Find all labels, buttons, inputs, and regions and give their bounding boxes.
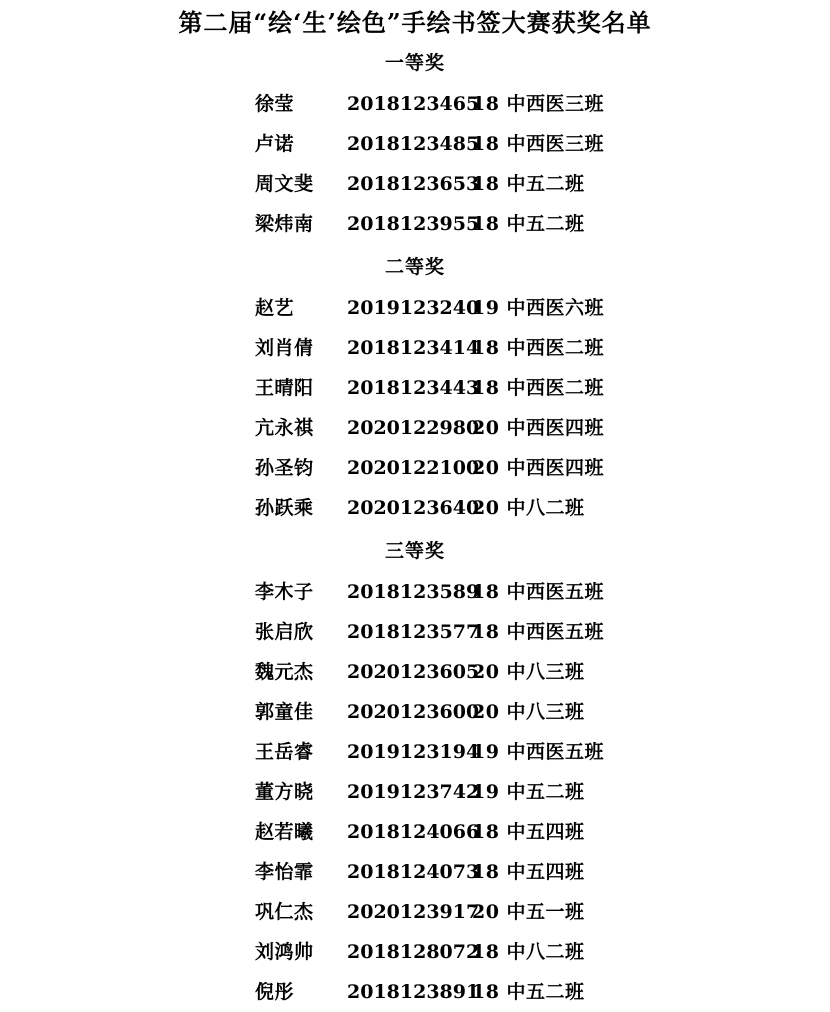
student-id: 2018128072 xyxy=(347,941,480,963)
winner-name: 郭童佳 xyxy=(255,701,314,723)
student-id: 2019123194 xyxy=(347,741,480,763)
class-name: 18 中五二班 xyxy=(472,981,585,1003)
table-row xyxy=(0,892,830,932)
winner-name: 魏元杰 xyxy=(255,661,314,683)
winner-name: 赵艺 xyxy=(255,297,295,319)
table-row xyxy=(0,732,830,772)
class-name: 20 中西医四班 xyxy=(472,417,605,439)
class-name: 19 中五二班 xyxy=(472,781,585,803)
table-row xyxy=(0,652,830,692)
table-row xyxy=(0,84,830,124)
class-name: 18 中西医二班 xyxy=(472,337,605,359)
class-name: 20 中五一班 xyxy=(472,901,585,923)
winner-name: 徐莹 xyxy=(255,93,295,115)
winner-name: 李木子 xyxy=(255,581,314,603)
winner-name: 亢永祺 xyxy=(255,417,314,439)
winner-name: 王岳睿 xyxy=(255,741,314,763)
class-name: 20 中西医四班 xyxy=(472,457,605,479)
award-section xyxy=(0,252,830,528)
student-id: 2020122980 xyxy=(347,417,480,439)
winner-name: 刘肖倩 xyxy=(255,337,314,359)
award-section xyxy=(0,536,830,1012)
student-id: 2018123465 xyxy=(347,93,480,115)
winner-name: 孙圣钧 xyxy=(255,457,314,479)
student-id: 2018123577 xyxy=(347,621,480,643)
winner-name: 孙跃乘 xyxy=(255,497,314,519)
winner-name: 周文斐 xyxy=(255,173,314,195)
table-row xyxy=(0,772,830,812)
award-section xyxy=(0,48,830,244)
class-name: 18 中西医三班 xyxy=(472,133,605,155)
student-id: 2019123742 xyxy=(347,781,480,803)
table-row xyxy=(0,612,830,652)
winner-name: 董方晓 xyxy=(255,781,314,803)
award-heading: 二等奖 xyxy=(384,256,445,278)
table-row xyxy=(0,932,830,972)
student-id: 2019123240 xyxy=(347,297,480,319)
winner-name: 巩仁杰 xyxy=(255,901,314,923)
winner-list xyxy=(0,288,830,528)
winner-list xyxy=(0,572,830,1012)
student-id: 2018123443 xyxy=(347,377,480,399)
student-id: 2018123589 xyxy=(347,581,480,603)
table-row xyxy=(0,572,830,612)
award-heading: 三等奖 xyxy=(384,540,445,562)
table-row xyxy=(0,328,830,368)
student-id: 2020122100 xyxy=(347,457,480,479)
class-name: 18 中西医五班 xyxy=(472,581,605,603)
class-name: 18 中五二班 xyxy=(472,213,585,235)
winner-list xyxy=(0,84,830,244)
class-name: 20 中八三班 xyxy=(472,701,585,723)
table-row xyxy=(0,288,830,328)
table-row xyxy=(0,408,830,448)
winner-name: 赵若曦 xyxy=(255,821,314,843)
table-row xyxy=(0,124,830,164)
class-name: 18 中西医五班 xyxy=(472,621,605,643)
student-id: 2018123414 xyxy=(347,337,480,359)
class-name: 18 中五二班 xyxy=(472,173,585,195)
table-row xyxy=(0,448,830,488)
class-name: 19 中西医六班 xyxy=(472,297,605,319)
winner-name: 倪彤 xyxy=(255,981,295,1003)
student-id: 2018123653 xyxy=(347,173,480,195)
table-row xyxy=(0,852,830,892)
page-title: 第二届“绘‘生’绘色”手绘书签大赛获奖名单 xyxy=(178,8,652,37)
student-id: 2018123485 xyxy=(347,133,480,155)
award-heading: 一等奖 xyxy=(384,52,445,74)
winner-name: 卢诺 xyxy=(255,133,295,155)
class-name: 18 中西医三班 xyxy=(472,93,605,115)
table-row xyxy=(0,488,830,528)
student-id: 2020123600 xyxy=(347,701,480,723)
student-id: 2020123605 xyxy=(347,661,480,683)
student-id: 2018124073 xyxy=(347,861,480,883)
class-name: 18 中五四班 xyxy=(472,821,585,843)
winner-name: 刘鸿帅 xyxy=(255,941,314,963)
student-id: 2018124066 xyxy=(347,821,480,843)
student-id: 2018123891 xyxy=(347,981,480,1003)
class-name: 19 中西医五班 xyxy=(472,741,605,763)
student-id: 2020123917 xyxy=(347,901,480,923)
student-id: 2018123955 xyxy=(347,213,480,235)
class-name: 20 中八二班 xyxy=(472,497,585,519)
class-name: 18 中西医二班 xyxy=(472,377,605,399)
winner-name: 王晴阳 xyxy=(255,377,314,399)
class-name: 18 中八二班 xyxy=(472,941,585,963)
student-id: 2020123640 xyxy=(347,497,480,519)
class-name: 18 中五四班 xyxy=(472,861,585,883)
table-row xyxy=(0,812,830,852)
class-name: 20 中八三班 xyxy=(472,661,585,683)
table-row xyxy=(0,164,830,204)
table-row xyxy=(0,368,830,408)
winner-name: 张启欣 xyxy=(255,621,314,643)
table-row xyxy=(0,692,830,732)
table-row xyxy=(0,972,830,1012)
award-sections xyxy=(0,48,830,1012)
winner-name: 梁炜南 xyxy=(255,213,314,235)
winner-name: 李怡霏 xyxy=(255,861,314,883)
table-row xyxy=(0,204,830,244)
